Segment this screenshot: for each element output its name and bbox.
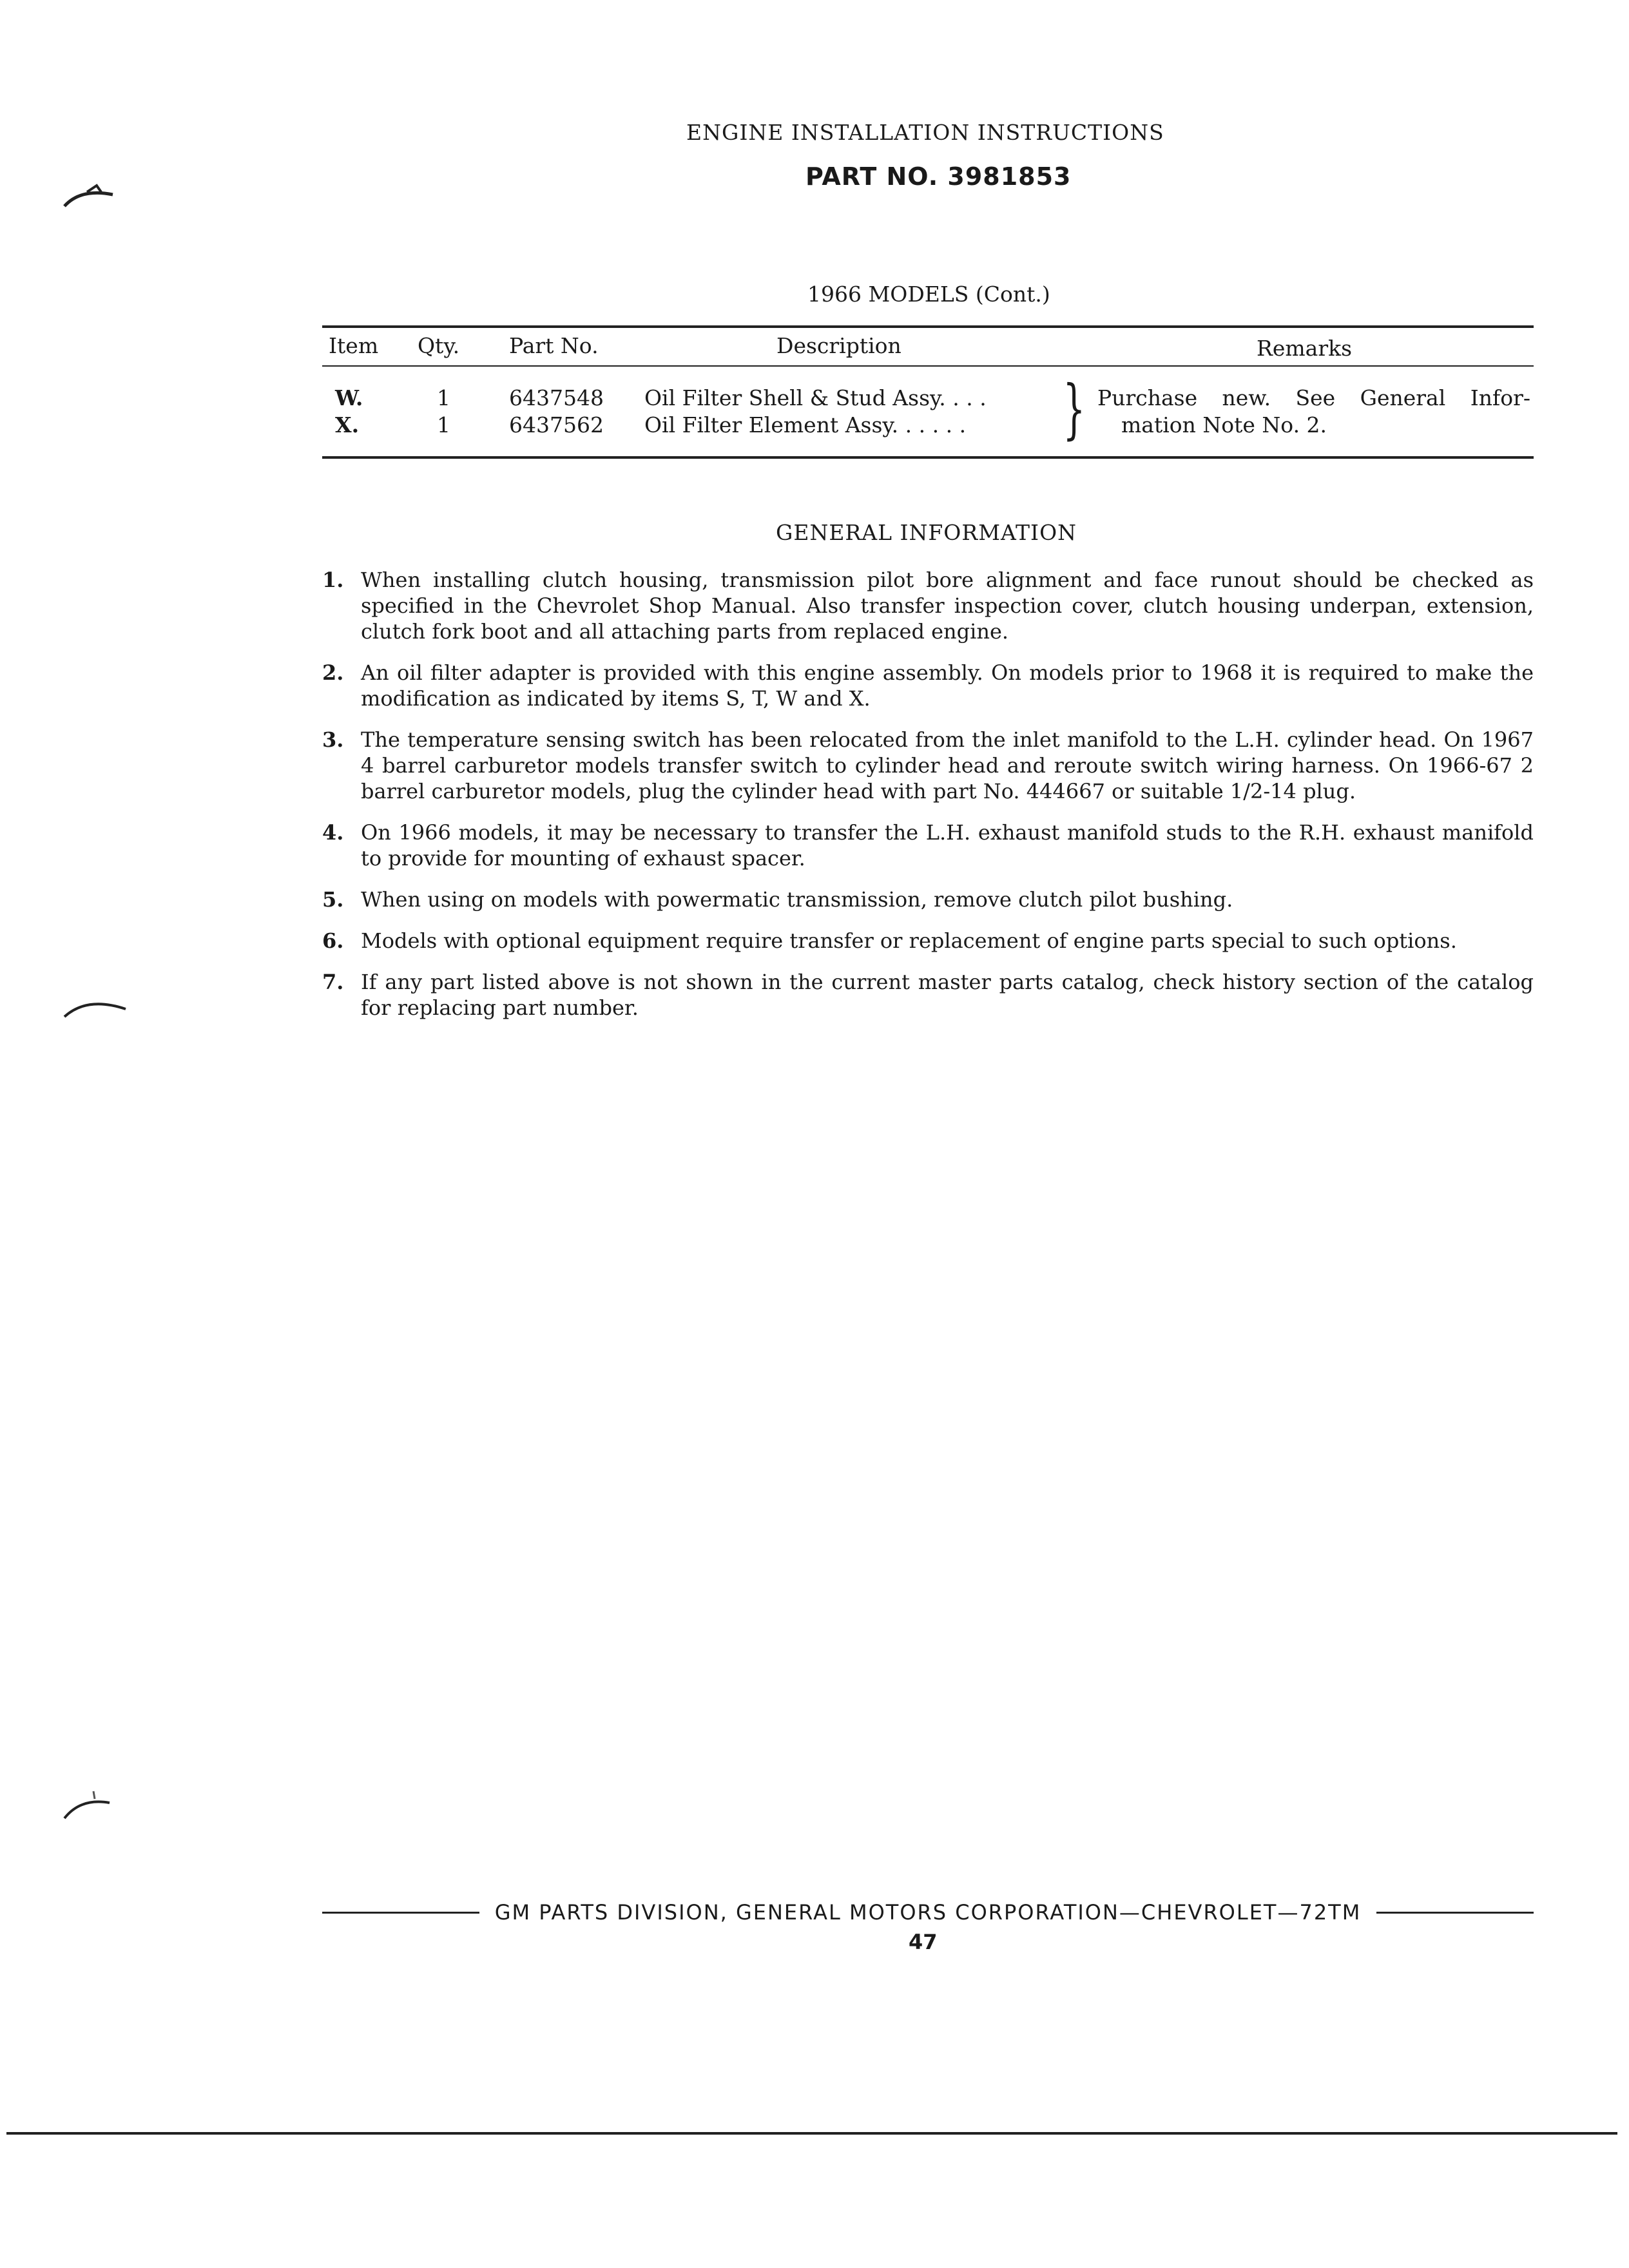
note-item xyxy=(322,887,1534,912)
column-header-description: Description xyxy=(776,333,901,358)
general-information-heading: GENERAL INFORMATION xyxy=(776,520,1077,545)
remarks-word: Purchase xyxy=(1097,385,1198,410)
row-item: W. xyxy=(335,385,363,410)
table-caption: 1966 MODELS (Cont.) xyxy=(807,282,1050,307)
note-item xyxy=(322,969,1534,1021)
note-text: When installing clutch housing, transmission pilot bore alignment and face runout should be checked as specified in the Chevrolet Shop Manual. Also transfer inspection cover, clutch housing underpan, extension, clutch fork boot and all attaching parts from replaced engine. xyxy=(361,568,1534,644)
note-text: The temperature sensing switch has been relocated from the inlet manifold to the L.H. cylinder head. On 1967 4 barrel carburetor models transfer switch to cylinder head and reroute switch wiring harness. On 1966-67 2 barrel carburetor models, plug the cylinder head with part No. 444667 or suitable 1/2-14 plug. xyxy=(361,727,1534,803)
column-header-part-no: Part No. xyxy=(509,333,599,358)
column-header-qty: Qty. xyxy=(418,333,460,358)
table-row xyxy=(0,412,1629,441)
part-number-title: PART NO. 3981853 xyxy=(805,162,1072,191)
remarks-word: new. xyxy=(1222,385,1271,410)
remarks-word: General xyxy=(1360,385,1446,410)
remarks-word: Infor- xyxy=(1470,385,1530,410)
note-item xyxy=(322,820,1534,871)
note-number: 4. xyxy=(322,820,344,845)
table-header-rule xyxy=(322,365,1534,367)
note-item xyxy=(322,660,1534,711)
row-qty: 1 xyxy=(437,385,450,410)
table-top-rule xyxy=(322,325,1534,328)
note-text: If any part listed above is not shown in the current master parts catalog, check history section of the catalog for replacing part number. xyxy=(361,970,1534,1020)
footer-rule-right xyxy=(1376,1912,1534,1914)
note-item xyxy=(322,567,1534,644)
row-part-no: 6437548 xyxy=(509,385,604,410)
general-information-notes xyxy=(322,567,1534,1036)
note-number: 1. xyxy=(322,568,344,592)
footer-rule-left xyxy=(322,1912,479,1914)
remarks-line-2: mation Note No. 2. xyxy=(1121,412,1327,437)
row-qty: 1 xyxy=(437,412,450,437)
page-footer xyxy=(322,1900,1534,1925)
binder-mark-top xyxy=(61,180,119,213)
page-number: 47 xyxy=(909,1930,938,1954)
document-title: ENGINE INSTALLATION INSTRUCTIONS xyxy=(686,120,1164,145)
note-number: 7. xyxy=(322,970,344,994)
column-header-item: Item xyxy=(329,333,379,358)
row-part-no: 6437562 xyxy=(509,412,604,437)
row-description: Oil Filter Shell & Stud Assy. . . . xyxy=(644,385,987,410)
note-number: 3. xyxy=(322,727,344,752)
row-description: Oil Filter Element Assy. . . . . . xyxy=(644,412,967,437)
note-number: 2. xyxy=(322,660,344,685)
note-item xyxy=(322,928,1534,954)
note-text: Models with optional equipment require transfer or replacement of engine parts special to such options. xyxy=(361,928,1457,953)
column-header-remarks: Remarks xyxy=(1257,336,1353,361)
remarks-line-1 xyxy=(1097,385,1530,410)
footer-text: GM PARTS DIVISION, GENERAL MOTORS CORPORATION—CHEVROLET—72TM xyxy=(494,1900,1362,1925)
grouping-brace: } xyxy=(1063,371,1086,447)
bottom-edge-rule xyxy=(6,2132,1617,2135)
remarks-word: See xyxy=(1295,385,1336,410)
note-text: When using on models with powermatic transmission, remove clutch pilot bushing. xyxy=(361,887,1233,912)
note-item xyxy=(322,727,1534,804)
binder-mark-bottom xyxy=(61,1785,119,1823)
note-number: 6. xyxy=(322,928,344,953)
row-item: X. xyxy=(335,412,360,437)
note-text: On 1966 models, it may be necessary to transfer the L.H. exhaust manifold studs to the R.H. exhaust manifold to provide for mounting of exhaust spacer. xyxy=(361,820,1534,870)
table-bottom-rule xyxy=(322,456,1534,459)
note-number: 5. xyxy=(322,887,344,912)
note-text: An oil filter adapter is provided with this engine assembly. On models prior to 1968 it is required to make the modification as indicated by items S, T, W and X. xyxy=(361,660,1534,711)
binder-mark-middle xyxy=(61,992,132,1021)
